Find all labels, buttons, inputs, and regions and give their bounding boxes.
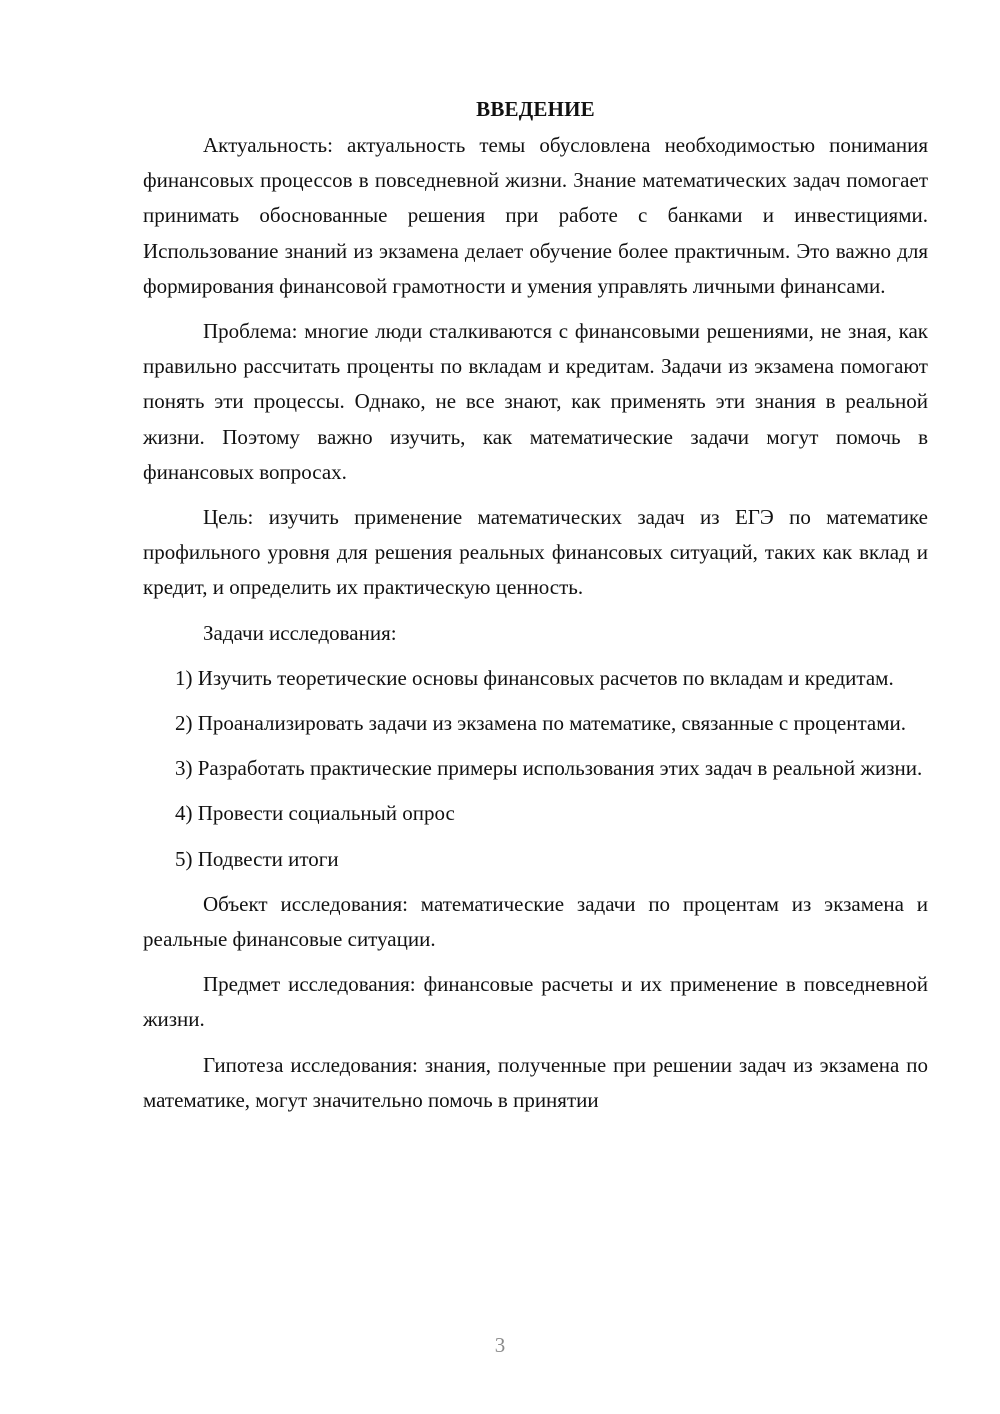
page-number: 3 <box>494 1333 506 1357</box>
document-page <box>143 92 928 1128</box>
paragraph-relevance: Актуальность: актуальность темы обусловлена необходимостью понимания финансовых процессов в повседневной жизни. Знание математических задач помогает принимать обоснованные решения при работе с банками и инвестициями. Использование знаний из экзамена делает обучение более практичным. Это важно для формирования финансовой грамотности и умения управлять личными финансами. <box>143 133 928 298</box>
paragraph-tasks-heading: Задачи исследования: <box>203 620 397 645</box>
list-item-task-5: 5) Подвести итоги <box>175 846 339 871</box>
list-item-task-2: 2) Проанализировать задачи из экзамена по математике, связанные с процентами. <box>175 711 907 736</box>
paragraph-research-subject: Предмет исследования: финансовые расчеты и их применение в повседневной жизни. <box>143 972 928 1032</box>
paragraph-goal: Цель: изучить применение математических задач из ЕГЭ по математике профильного уровня для решения реальных финансовых ситуаций, таких как вклад и кредит, и определить их практическую ценность. <box>143 505 928 600</box>
paragraph-problem: Проблема: многие люди сталкиваются с финансовыми решениями, не зная, как правильно рассчитать проценты по вкладам и кредитам. Задачи из экзамена помогают понять эти процессы. Однако, не все знают, как применять эти знания в реальной жизни. Поэтому важно изучить, как математические задачи могут помочь в финансовых вопросах. <box>143 319 928 484</box>
section-title: ВВЕДЕНИЕ <box>476 97 595 121</box>
list-item-task-3: 3) Разработать практические примеры использования этих задач в реальной жизни. <box>175 756 923 781</box>
paragraph-research-object: Объект исследования: математические задачи по процентам из экзамена и реальные финансовые ситуации. <box>143 891 928 952</box>
list-item-task-4: 4) Провести социальный опрос <box>175 801 455 826</box>
paragraph-hypothesis: Гипотеза исследования: знания, полученные при решении задач из экзамена по математике, могут значительно помочь в принятии <box>143 1052 928 1112</box>
list-item-task-1: 1) Изучить теоретические основы финансовых расчетов по вкладам и кредитам. <box>175 665 894 690</box>
